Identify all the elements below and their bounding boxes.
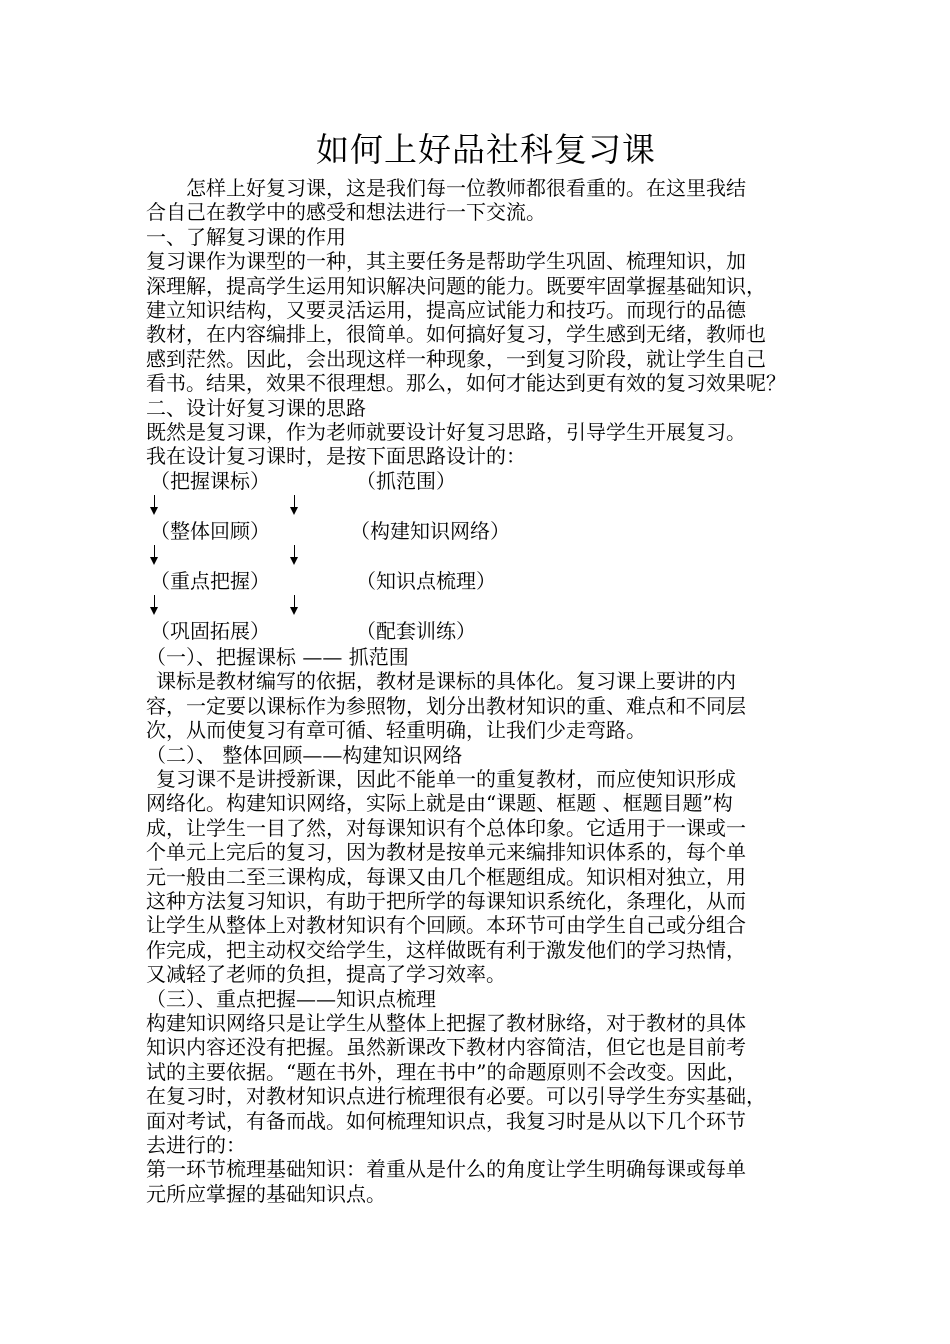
down-arrow-icon <box>150 495 160 517</box>
part1-heading: （一）、把握课标 —— 抓范围 <box>146 644 409 669</box>
part2-line: 作完成，把主动权交给学生，这样做既有利于激发他们的学习热情， <box>146 937 746 962</box>
down-arrow-icon <box>150 545 160 567</box>
flow-left-step-2: （整体回顾） <box>150 518 270 543</box>
part2-line: 让学生从整体上对教材知识有个回顾。本环节可由学生自己或分组合 <box>146 913 746 938</box>
flow-left-step-4: （巩固拓展） <box>150 618 270 643</box>
part3-line: 去进行的： <box>146 1133 246 1157</box>
part3-line: 试的主要依据。“题在书外，理在书中”的命题原则不会改变。因此， <box>146 1059 747 1084</box>
flow-right-step-2: （构建知识网络） <box>350 518 510 543</box>
part2-line: 个单元上完后的复习，因为教材是按单元来编排知识体系的，每个单 <box>146 840 746 865</box>
part2-line: 这种方法复习知识，有助于把所学的每课知识系统化，条理化，从而 <box>146 888 746 913</box>
flow-right-step-4: （配套训练） <box>356 618 476 643</box>
part1-line: 容，一定要以课标作为参照物，划分出教材知识的重、难点和不同层 <box>146 693 746 718</box>
intro-line-1: 怎样上好复习课，这是我们每一位教师都很看重的。在这里我结 <box>186 176 746 200</box>
document-title: 如何上好品社科复习课 <box>316 130 656 169</box>
flow-left-step-3: （重点把握） <box>150 568 270 593</box>
down-arrow-icon <box>290 595 300 617</box>
part2-line: 又减轻了老师的负担，提高了学习效率。 <box>146 962 506 987</box>
part2-line: 元一般由二至三课构成，每课又由几个框题组成。知识相对独立，用 <box>146 864 746 889</box>
flow-right-step-1: （抓范围） <box>356 468 456 493</box>
part3-line: 面对考试，有备而战。如何梳理知识点，我复习时是从以下几个环节 <box>146 1108 746 1133</box>
section1-line: 建立知识结构，又要灵活运用，提高应试能力和技巧。而现行的品德 <box>146 298 746 323</box>
document-page <box>146 128 826 1206</box>
section1-line: 深理解，提高学生运用知识解决问题的能力。既要牢固掌握基础知识， <box>146 273 766 298</box>
part1-line: 次，从而使复习有章可循、轻重明确，让我们少走弯路。 <box>146 718 646 743</box>
part2-line: 网络化。构建知识网络，实际上就是由“课题、框题 、框题目题”构 <box>146 791 733 816</box>
flow-left-step-1: （把握课标） <box>150 468 270 493</box>
section1-line: 复习课作为课型的一种，其主要任务是帮助学生巩固、梳理知识，加 <box>146 249 746 274</box>
part3-line: 第一环节梳理基础知识：着重从是什么的角度让学生明确每课或每单 <box>146 1157 746 1182</box>
part2-heading: （二）、 整体回顾——构建知识网络 <box>146 742 463 767</box>
part3-line: 元所应掌握的基础知识点。 <box>146 1181 386 1206</box>
intro-line-2: 合自己在教学中的感受和想法进行一下交流。 <box>146 200 546 225</box>
down-arrow-icon <box>290 495 300 517</box>
section1-line: 教材，在内容编排上，很简单。如何搞好复习，学生感到无绪，教师也 <box>146 322 766 347</box>
section1-line: 看书。结果，效果不很理想。那么，如何才能达到更有效的复习效果呢？ <box>146 371 786 396</box>
part3-heading: （三）、重点把握——知识点梳理 <box>146 986 436 1011</box>
part3-line: 知识内容还没有把握。虽然新课改下教材内容简洁，但它也是目前考 <box>146 1035 746 1060</box>
flow-right-step-3: （知识点梳理） <box>356 568 496 593</box>
down-arrow-icon <box>150 595 160 617</box>
section2-line: 既然是复习课，作为老师就要设计好复习思路，引导学生开展复习。 <box>146 420 746 445</box>
part2-line: 复习课不是讲授新课，因此不能单一的重复教材，而应使知识形成 <box>156 766 736 791</box>
part2-line: 成，让学生一目了然，对每课知识有个总体印象。它适用于一课或一 <box>146 815 746 840</box>
part3-line: 构建知识网络只是让学生从整体上把握了教材脉络，对于教材的具体 <box>146 1010 746 1035</box>
section1-line: 感到茫然。因此，会出现这样一种现象，一到复习阶段，就让学生自己 <box>146 346 766 371</box>
down-arrow-icon <box>290 545 300 567</box>
section1-heading: 一、了解复习课的作用 <box>146 224 346 249</box>
section2-heading: 二、设计好复习课的思路 <box>146 395 366 420</box>
section2-line: 我在设计复习课时，是按下面思路设计的： <box>146 444 526 469</box>
review-flowchart <box>146 469 826 645</box>
part3-line: 在复习时，对教材知识点进行梳理很有必要。可以引导学生夯实基础， <box>146 1084 766 1109</box>
part1-line: 课标是教材编写的依据，教材是课标的具体化。复习课上要讲的内 <box>156 669 736 694</box>
